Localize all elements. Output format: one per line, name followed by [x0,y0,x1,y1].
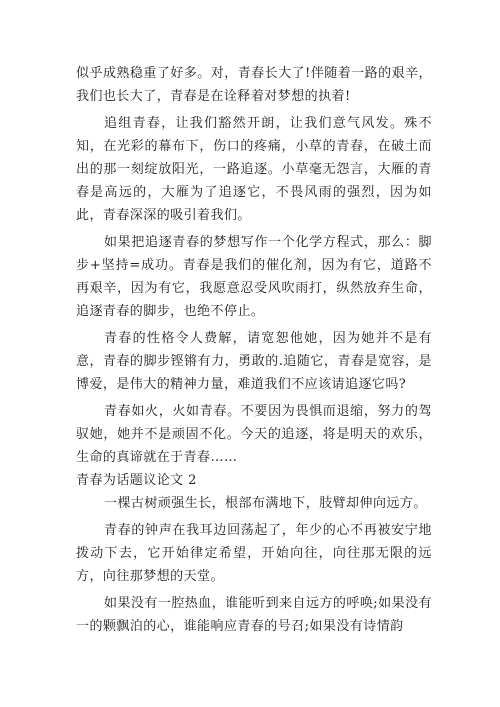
paragraph-6: 一棵古树顽强生长，根部布满地下，肢臂却伸向远方。 [104,496,427,511]
paragraph-5: 青春如火，火如青春。不要因为畏惧而退缩，努力的驾驭她，她并不是顽固不化。今天的追逐，将是明天的欢乐，生命的真谛就在于青春…… [76,404,432,465]
paragraph-7: 青春的钟声在我耳边回荡起了，年少的心不再被安宁地拨动下去，它开始律定希望，开始向往，向往那无限的远方，向往那梦想的天堂。 [76,523,432,584]
document-body [76,62,432,638]
paragraph-2: 追组青春，让我们豁然开朗，让我们意气风发。殊不知，在光彩的幕布下，伤口的疼痛，小草的青春，在破土而出的那一刻绽放阳光，一路追逐。小草毫无怨言，大雁的青春是高远的，大雁为了追逐它，不畏风雨的强烈，因为如此，青春深深的吸引着我们。 [76,116,432,223]
section-title: 青春为话题议论文 2 [76,473,197,488]
paragraph-3: 如果把追逐青春的梦想写作一个化学方程式，那么：脚步+坚持=成功。青春是我们的催化剂，因为有它，道路不再艰辛，因为有它，我愿意忍受风吹雨打，纵然放弃生命，追逐青春的脚步，也绝不停止。 [76,235,432,319]
paragraph-4: 青春的性格令人费解，请宽恕他她，因为她并不是有意，青春的脚步铿锵有力，勇敢的.追随它，青春是宽容，是博爱，是伟大的精神力量，难道我们不应该请追逐它吗? [76,331,432,392]
paragraph-1: 似乎成熟稳重了好多。对，青春长大了!伴随着一路的艰辛，我们也长大了，青春是在诠释着对梦想的执着! [76,66,432,104]
paragraph-8: 如果没有一腔热血，谁能听到来自远方的呼唤;如果没有一的颗飘泊的心，谁能响应青春的号召;如果没有诗情韵 [76,596,432,634]
